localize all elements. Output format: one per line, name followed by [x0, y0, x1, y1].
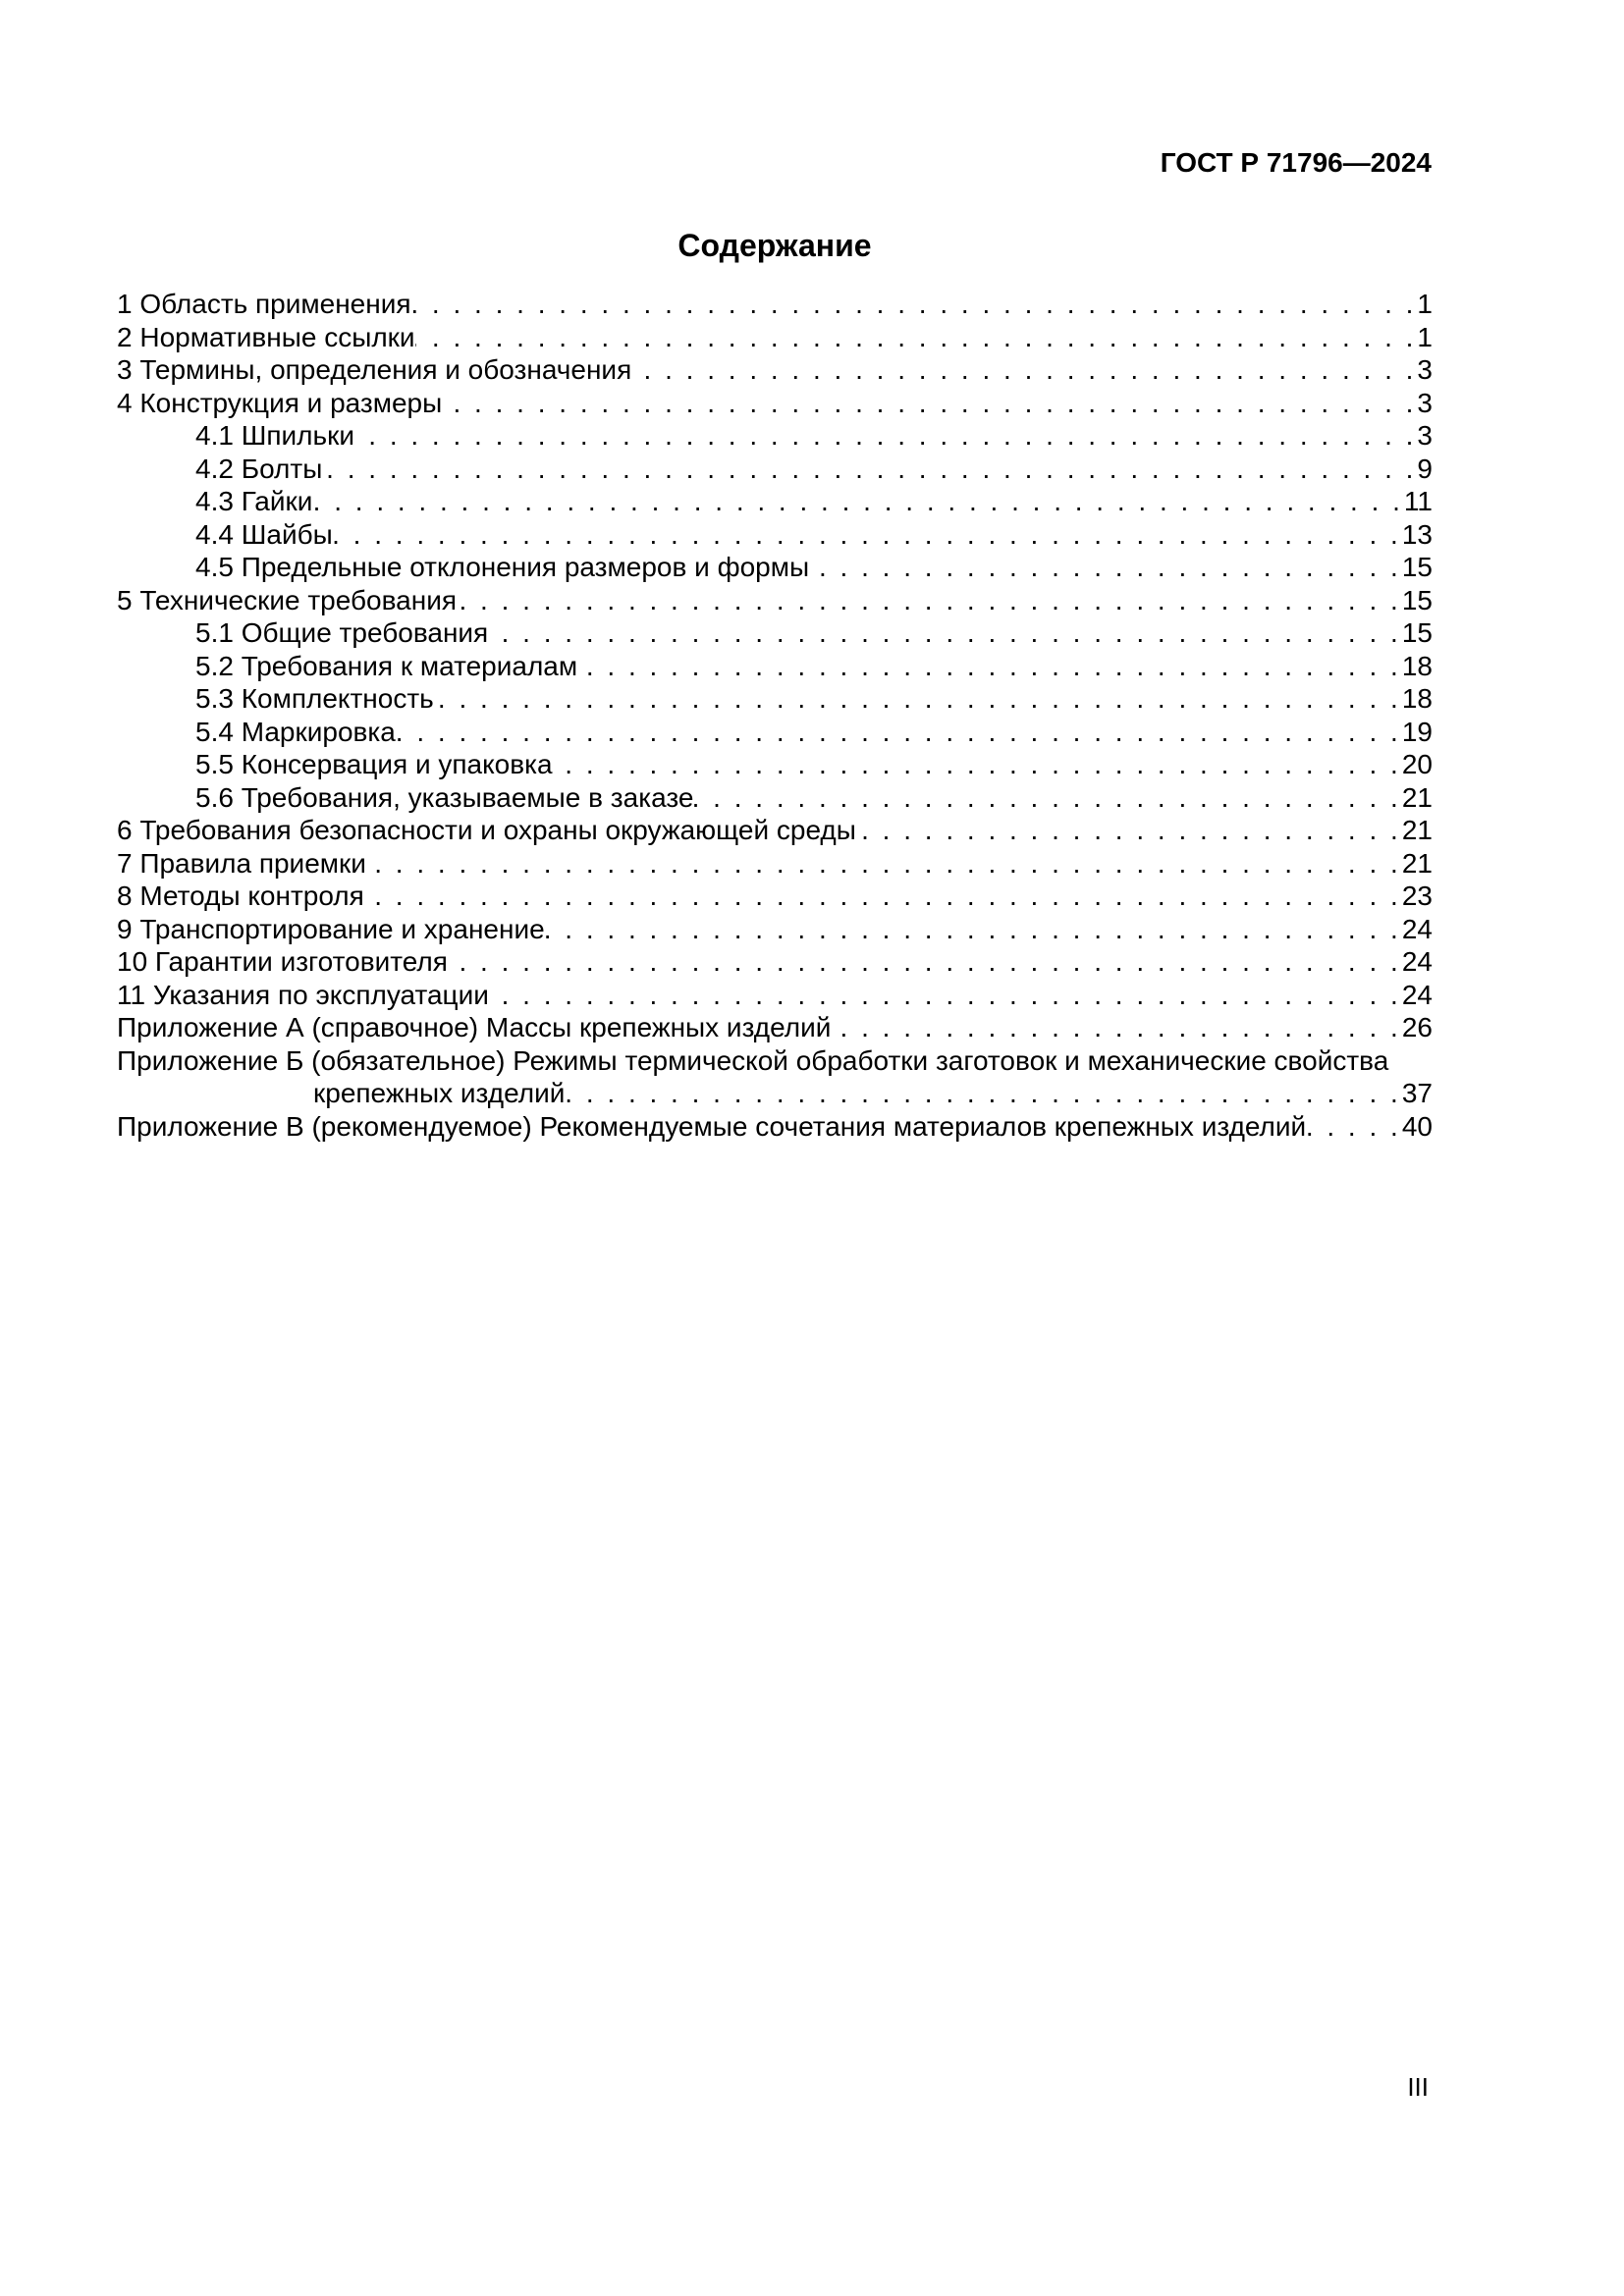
toc-entry-label: 6 Требования безопасности и охраны окружающей среды	[117, 815, 856, 845]
page-number: III	[1407, 2072, 1429, 2102]
toc-entry	[117, 518, 1433, 552]
toc-page-number: 1	[1417, 321, 1433, 352]
toc-entry-label: 11 Указания по эксплуатации	[117, 979, 489, 1010]
toc-entry-label: 5.1 Общие требования	[195, 617, 489, 648]
toc-entry-label: 5 Технические требования	[117, 584, 458, 615]
toc-entry	[117, 453, 1433, 486]
toc-page-number: 19	[1401, 716, 1433, 747]
toc-entry-label: 8 Методы контроля	[117, 881, 364, 911]
toc-page-number: 3	[1417, 387, 1433, 418]
toc-page-number: 21	[1401, 815, 1433, 845]
toc-leader-dots	[411, 288, 1418, 321]
standard-code: ГОСТ Р 71796—2024	[1160, 147, 1432, 178]
toc-entry-label: 5.4 Маркировка	[195, 716, 396, 747]
toc-leader-dots	[577, 650, 1402, 683]
toc-leader-dots	[322, 453, 1417, 486]
toc-leader-dots	[809, 551, 1402, 584]
toc-page-number: 15	[1401, 584, 1433, 615]
toc-list	[117, 288, 1433, 1143]
toc-leader-dots	[354, 419, 1417, 453]
toc-entry	[117, 880, 1433, 913]
toc-page-number: 18	[1401, 683, 1433, 714]
toc-entry-label: 4.4 Шайбы	[195, 518, 333, 550]
toc-entry-label: 3 Термины, определения и обозначения	[117, 354, 632, 385]
toc-entry-label: 5.5 Консервация и упаковка	[195, 749, 553, 779]
toc-entry	[117, 682, 1433, 716]
toc-leader-dots	[856, 814, 1402, 847]
toc-entry	[117, 979, 1433, 1012]
toc-entry-label: 4 Конструкция и размеры	[117, 387, 443, 418]
toc-page-number: 15	[1401, 617, 1433, 648]
toc-entry	[117, 1044, 1433, 1078]
toc-entry	[117, 321, 1433, 354]
toc-leader-dots	[366, 847, 1402, 881]
toc-leader-dots	[831, 1011, 1401, 1044]
toc-entry	[117, 1110, 1433, 1144]
toc-leader-dots	[333, 518, 1402, 552]
toc-entry	[117, 650, 1433, 683]
toc-page-number: 11	[1403, 486, 1433, 516]
toc-entry	[117, 584, 1433, 617]
toc-entry-label: 10 Гарантии изготовителя	[117, 946, 448, 977]
toc-entry	[117, 551, 1433, 584]
toc-leader-dots	[553, 748, 1402, 781]
toc-leader-dots	[312, 485, 1404, 518]
toc-page-number: 24	[1401, 979, 1433, 1010]
toc-leader-dots	[1306, 1110, 1402, 1144]
toc-page-number: 13	[1401, 518, 1433, 550]
toc-entry-label: 5.3 Комплектность	[195, 683, 434, 714]
toc-leader-dots	[396, 716, 1402, 749]
toc-page-number: 3	[1417, 354, 1433, 385]
toc-leader-dots	[457, 584, 1402, 617]
toc-entry	[117, 353, 1433, 387]
toc-entry	[117, 913, 1433, 946]
toc-entry	[117, 748, 1433, 781]
toc-entry	[117, 485, 1433, 518]
toc-entry	[117, 781, 1433, 815]
toc-leader-dots	[489, 979, 1402, 1012]
toc-entry	[117, 814, 1433, 847]
toc-page-number: 1	[1417, 289, 1433, 319]
toc-page-number: 21	[1401, 781, 1433, 813]
toc-entry-label: крепежных изделий	[313, 1078, 566, 1108]
toc-page-number: 24	[1401, 913, 1433, 944]
toc-entry-label: 4.1 Шпильки	[195, 420, 354, 451]
toc-entry	[117, 1011, 1433, 1044]
toc-entry	[117, 847, 1433, 881]
toc-leader-dots	[442, 387, 1417, 420]
toc-entry-label: 2 Нормативные ссылки	[117, 321, 415, 352]
toc-page-number: 3	[1417, 420, 1433, 451]
toc-leader-dots	[415, 321, 1418, 354]
toc-entry	[117, 616, 1433, 650]
toc-entry	[117, 288, 1433, 321]
toc-leader-dots	[631, 353, 1417, 387]
toc-entry-label: Приложение Б (обязательное) Режимы термической обработки заготовок и механические свойства	[117, 1044, 1389, 1076]
toc-entry-label: 9 Транспортирование и хранение	[117, 913, 545, 944]
toc-leader-dots	[364, 880, 1402, 913]
toc-entry	[117, 387, 1433, 420]
toc-entry	[117, 419, 1433, 453]
toc-leader-dots	[488, 616, 1402, 650]
toc-entry-label: 4.3 Гайки	[195, 486, 313, 516]
toc-entry	[117, 945, 1433, 979]
toc-page-number: 26	[1401, 1012, 1433, 1042]
toc-entry-label: 5.6 Требования, указываемые в заказе	[195, 781, 694, 813]
toc-entry-label: Приложение А (справочное) Массы крепежных изделий	[117, 1012, 832, 1042]
toc-entry-label: 1 Область применения	[117, 289, 411, 319]
toc-entry	[117, 716, 1433, 749]
toc-leader-dots	[565, 1077, 1401, 1110]
toc-page-number: 37	[1401, 1078, 1433, 1108]
toc-entry-label: 4.2 Болты	[195, 453, 323, 484]
toc-leader-dots	[545, 913, 1402, 946]
toc-page-number: 20	[1401, 749, 1433, 779]
toc-page-number: 40	[1401, 1110, 1433, 1142]
toc-page-number: 18	[1401, 650, 1433, 681]
toc-page-number: 24	[1401, 946, 1433, 977]
toc-leader-dots	[448, 945, 1402, 979]
toc-leader-dots	[434, 682, 1402, 716]
toc-leader-dots	[693, 781, 1401, 815]
page-title: Содержание	[677, 228, 872, 263]
toc-entry-label: 5.2 Требования к материалам	[195, 650, 578, 681]
toc-page-number: 23	[1401, 881, 1433, 911]
toc-entry-label: 4.5 Предельные отклонения размеров и формы	[195, 552, 810, 582]
toc-page-number: 15	[1401, 552, 1433, 582]
toc-page-number: 9	[1417, 453, 1433, 484]
toc-entry-label: Приложение В (рекомендуемое) Рекомендуемые сочетания материалов крепежных изделий	[117, 1110, 1307, 1142]
toc-entry	[117, 1077, 1433, 1110]
toc-page-number: 21	[1401, 847, 1433, 879]
toc-entry-label: 7 Правила приемки	[117, 847, 366, 879]
